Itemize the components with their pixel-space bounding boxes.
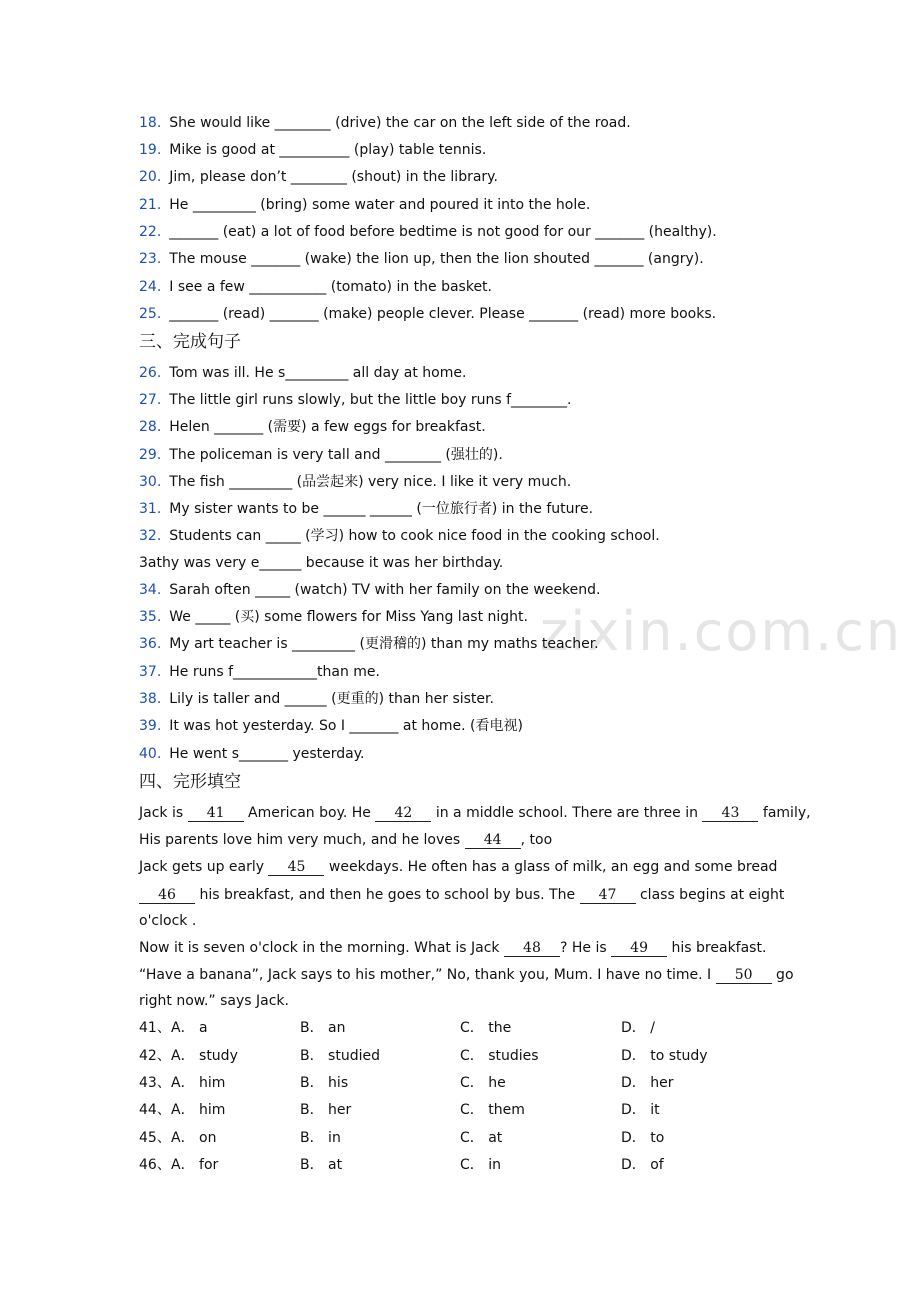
cloze-blank-49: 49 — [611, 940, 667, 957]
cloze-blank-45: 45 — [268, 859, 324, 876]
option-c[interactable]: C． he — [460, 1075, 506, 1091]
question-36: 36. My art teacher is _________ (更滑稽的) than my maths teacher. — [139, 636, 599, 652]
option-b[interactable]: B． studied — [300, 1048, 380, 1064]
question-22: 22. _______ (eat) a lot of food before bedtime is not good for our _______ (healthy). — [139, 224, 717, 240]
option-b[interactable]: B． at — [300, 1157, 343, 1173]
cloze-blank-48: 48 — [504, 940, 560, 957]
cloze-blank-46: 46 — [139, 887, 195, 904]
option-b[interactable]: B． in — [300, 1130, 341, 1146]
option-row-45: 45、 A． on B． in C． at D． to — [139, 1130, 665, 1146]
option-d[interactable]: D． to study — [621, 1048, 708, 1064]
passage-line-5: o'clock . — [139, 913, 197, 929]
option-b[interactable]: B． her — [300, 1102, 352, 1118]
option-d[interactable]: D． of — [621, 1157, 664, 1173]
passage-line-1: Jack is 41 American boy. He 42 in a middle school. There are three in 43 family, — [139, 805, 811, 821]
option-row-43: 43、 A． him B． his C． he D． her — [139, 1075, 674, 1091]
option-b[interactable]: B． an — [300, 1020, 346, 1036]
question-33: 3athy was very e______ because it was her birthday. — [139, 555, 504, 571]
option-a[interactable]: A． him — [171, 1075, 226, 1091]
passage-line-7: “Have a banana”, Jack says to his mother,” No, thank you, Mum. I have no time. I 50 go — [139, 967, 794, 983]
option-a[interactable]: A． for — [171, 1157, 219, 1173]
passage-line-8: right now.” says Jack. — [139, 993, 289, 1009]
question-30: 30. The fish _________ (品尝起来) very nice. I like it very much. — [139, 474, 572, 490]
cloze-blank-44: 44 — [465, 832, 521, 849]
cloze-blank-41: 41 — [188, 805, 244, 822]
option-d[interactable]: D． her — [621, 1075, 674, 1091]
question-19: 19. Mike is good at __________ (play) table tennis. — [139, 142, 487, 158]
question-38: 38. Lily is taller and ______ (更重的) than her sister. — [139, 691, 494, 707]
question-31: 31. My sister wants to be ______ ______ (一位旅行者) in the future. — [139, 501, 594, 517]
option-row-44: 44、 A． him B． her C． them D． it — [139, 1102, 660, 1118]
passage-line-3: Jack gets up early 45 weekdays. He often has a glass of milk, an egg and some bread — [139, 859, 778, 875]
question-23: 23. The mouse _______ (wake) the lion up, then the lion shouted _______ (angry). — [139, 251, 704, 267]
watermark: zixin.com.cn — [540, 600, 903, 663]
option-a[interactable]: A． him — [171, 1102, 226, 1118]
option-a[interactable]: A． a — [171, 1020, 208, 1036]
option-d[interactable]: D． it — [621, 1102, 660, 1118]
question-26: 26. Tom was ill. He s_________ all day at home. — [139, 365, 467, 381]
question-29: 29. The policeman is very tall and ________ (强壮的). — [139, 447, 503, 463]
cloze-blank-43: 43 — [702, 805, 758, 822]
option-c[interactable]: C． the — [460, 1020, 512, 1036]
option-row-46: 46、 A． for B． at C． in D． of — [139, 1157, 664, 1173]
question-21: 21. He _________ (bring) some water and poured it into the hole. — [139, 197, 591, 213]
passage-line-2: His parents love him very much, and he loves 44 , too — [139, 832, 553, 848]
option-b[interactable]: B． his — [300, 1075, 349, 1091]
option-d[interactable]: D． / — [621, 1020, 655, 1036]
option-row-41: 41、 A． a B． an C． the D． / — [139, 1020, 655, 1036]
question-28: 28. Helen _______ (需要) a few eggs for breakfast. — [139, 419, 486, 435]
option-a[interactable]: A． study — [171, 1048, 238, 1064]
option-d[interactable]: D． to — [621, 1130, 665, 1146]
question-18: 18. She would like ________ (drive) the car on the left side of the road. — [139, 115, 631, 131]
passage-line-6: Now it is seven o'clock in the morning. What is Jack 48 ? He is 49 his breakfast. — [139, 940, 767, 956]
option-row-42: 42、 A． study B． studied C． studies D． to study — [139, 1048, 708, 1064]
question-27: 27. The little girl runs slowly, but the little boy runs f________. — [139, 392, 572, 408]
section-4-heading: 四、完形填空 — [139, 772, 241, 792]
question-39: 39. It was hot yesterday. So I _______ at home. (看电视) — [139, 718, 523, 734]
question-32: 32. Students can _____ (学习) how to cook nice food in the cooking school. — [139, 528, 660, 544]
cloze-blank-47: 47 — [580, 887, 636, 904]
question-35: 35. We _____ (买) some flowers for Miss Yang last night. — [139, 609, 528, 625]
question-20: 20. Jim, please don’t ________ (shout) in the library. — [139, 169, 498, 185]
option-c[interactable]: C． in — [460, 1157, 501, 1173]
option-c[interactable]: C． studies — [460, 1048, 539, 1064]
cloze-blank-42: 42 — [375, 805, 431, 822]
question-34: 34. Sarah often _____ (watch) TV with her family on the weekend. — [139, 582, 601, 598]
option-a[interactable]: A． on — [171, 1130, 217, 1146]
option-c[interactable]: C． at — [460, 1130, 503, 1146]
cloze-blank-50: 50 — [716, 967, 772, 984]
question-24: 24. I see a few ___________ (tomato) in the basket. — [139, 279, 492, 295]
question-37: 37. He runs f____________than me. — [139, 664, 380, 680]
passage-line-4: 46 his breakfast, and then he goes to school by bus. The 47 class begins at eight — [139, 885, 784, 905]
question-25: 25. _______ (read) _______ (make) people clever. Please _______ (read) more books. — [139, 306, 717, 322]
option-c[interactable]: C． them — [460, 1102, 525, 1118]
question-40: 40. He went s_______ yesterday. — [139, 746, 365, 762]
section-3-heading: 三、完成句子 — [139, 332, 241, 352]
